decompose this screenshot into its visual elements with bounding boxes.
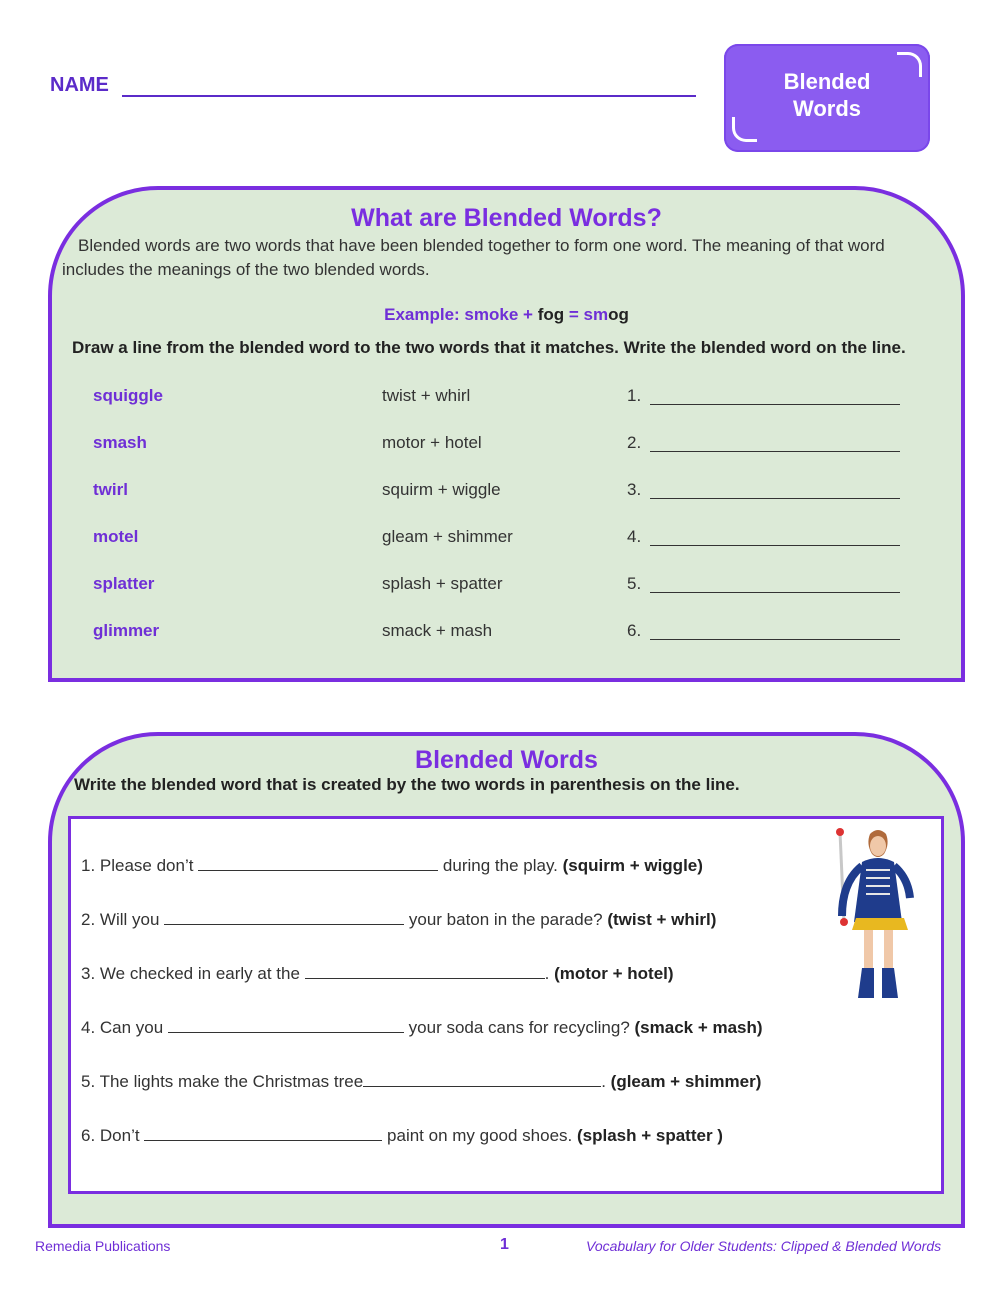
footer-page-number: 1 xyxy=(500,1236,509,1253)
matching-row xyxy=(0,574,1000,598)
sentence-end: your baton in the parade? xyxy=(404,910,608,929)
answer-number: 2. xyxy=(627,433,642,452)
sentence-start: 2. Will you xyxy=(81,910,165,929)
footer-publisher: Remedia Publications xyxy=(35,1238,171,1254)
sentence-end: paint on my good shoes. xyxy=(382,1126,577,1145)
answer-number: 3. xyxy=(627,480,642,499)
section-title: Blended Words xyxy=(415,746,598,774)
word-hint: (splash + spatter ) xyxy=(577,1126,723,1145)
badge-text xyxy=(724,68,930,122)
blended-word[interactable]: squiggle xyxy=(93,386,163,405)
blended-word[interactable]: glimmer xyxy=(93,621,160,640)
blended-word[interactable]: motel xyxy=(93,527,139,546)
word-hint: (smack + mash) xyxy=(634,1018,763,1037)
topic-badge xyxy=(724,44,930,152)
answer-number: 5. xyxy=(627,574,642,593)
example-label: Example: smoke + xyxy=(384,305,538,324)
matching-row xyxy=(0,527,1000,551)
sentence-start: 1. Please don’t xyxy=(81,856,199,875)
sentence-row xyxy=(81,1126,723,1146)
answer-blank[interactable] xyxy=(198,869,438,871)
intro-text: Blended words are two words that have been blended together to form one word. The meaning of that word includes the meanings of the two blended words. xyxy=(62,236,885,279)
sentence-end: during the play. xyxy=(438,856,563,875)
sentence-end: . xyxy=(601,1072,611,1091)
answer-line[interactable] xyxy=(650,639,900,640)
answer-blank[interactable] xyxy=(305,977,545,979)
fill-in-directions: Write the blended word that is created by the two words in parenthesis on the line. xyxy=(74,775,740,794)
answer-blank[interactable] xyxy=(168,1031,404,1033)
sentence-row xyxy=(81,1072,761,1092)
majorette-illustration xyxy=(800,826,940,1006)
answer-line[interactable] xyxy=(650,592,900,593)
word-hint: (squirm + wiggle) xyxy=(562,856,703,875)
blended-word[interactable]: smash xyxy=(93,433,147,452)
word-pair[interactable]: splash + spatter xyxy=(382,574,503,593)
badge-line: Blended xyxy=(783,69,871,94)
word-pair[interactable]: motor + hotel xyxy=(382,433,482,452)
word-pair[interactable]: gleam + shimmer xyxy=(382,527,513,546)
name-label: NAME xyxy=(50,74,109,96)
sentence-start: 3. We checked in early at the xyxy=(81,964,305,983)
answer-line[interactable] xyxy=(650,545,900,546)
answer-blank[interactable] xyxy=(144,1139,382,1141)
matching-row xyxy=(0,480,1000,504)
matching-row xyxy=(0,433,1000,457)
example-fog: fog xyxy=(537,305,565,324)
example-og: og xyxy=(608,305,629,324)
sentence-start: 4. Can you xyxy=(81,1018,168,1037)
word-hint: (gleam + shimmer) xyxy=(610,1072,762,1091)
sentence-row xyxy=(81,964,674,984)
word-pair[interactable]: smack + mash xyxy=(382,621,493,640)
matching-row xyxy=(0,386,1000,410)
example-line xyxy=(48,305,965,325)
word-pair[interactable]: twist + whirl xyxy=(382,386,471,405)
sentence-row xyxy=(81,910,716,930)
word-hint: (motor + hotel) xyxy=(554,964,674,983)
answer-number: 4. xyxy=(627,527,642,546)
sentence-end: . xyxy=(544,964,555,983)
sentence-row xyxy=(81,856,703,876)
sentence-row xyxy=(81,1018,763,1038)
blended-word[interactable]: twirl xyxy=(93,480,128,499)
answer-line[interactable] xyxy=(650,498,900,499)
sentence-end: your soda cans for recycling? xyxy=(403,1018,635,1037)
badge-line: Words xyxy=(792,96,862,121)
answer-number: 1. xyxy=(627,386,642,405)
word-hint: (twist + whirl) xyxy=(607,910,717,929)
answer-number: 6. xyxy=(627,621,642,640)
answer-line[interactable] xyxy=(650,451,900,452)
matching-directions: Draw a line from the blended word to the two words that it matches. Write the blended word on the line. xyxy=(72,338,906,357)
word-pair[interactable]: squirm + wiggle xyxy=(382,480,501,499)
answer-line[interactable] xyxy=(650,404,900,405)
name-write-line[interactable] xyxy=(122,95,696,97)
example-eq: = sm xyxy=(564,305,609,324)
sentence-start: 5. The lights make the Christmas tree xyxy=(81,1072,364,1091)
answer-blank[interactable] xyxy=(363,1085,601,1087)
answer-blank[interactable] xyxy=(164,923,404,925)
sentence-start: 6. Don’t xyxy=(81,1126,145,1145)
blended-word[interactable]: splatter xyxy=(93,574,155,593)
section-title: What are Blended Words? xyxy=(351,204,662,232)
footer-book-title: Vocabulary for Older Students: Clipped & Blended Words xyxy=(586,1238,942,1254)
matching-row xyxy=(0,621,1000,645)
